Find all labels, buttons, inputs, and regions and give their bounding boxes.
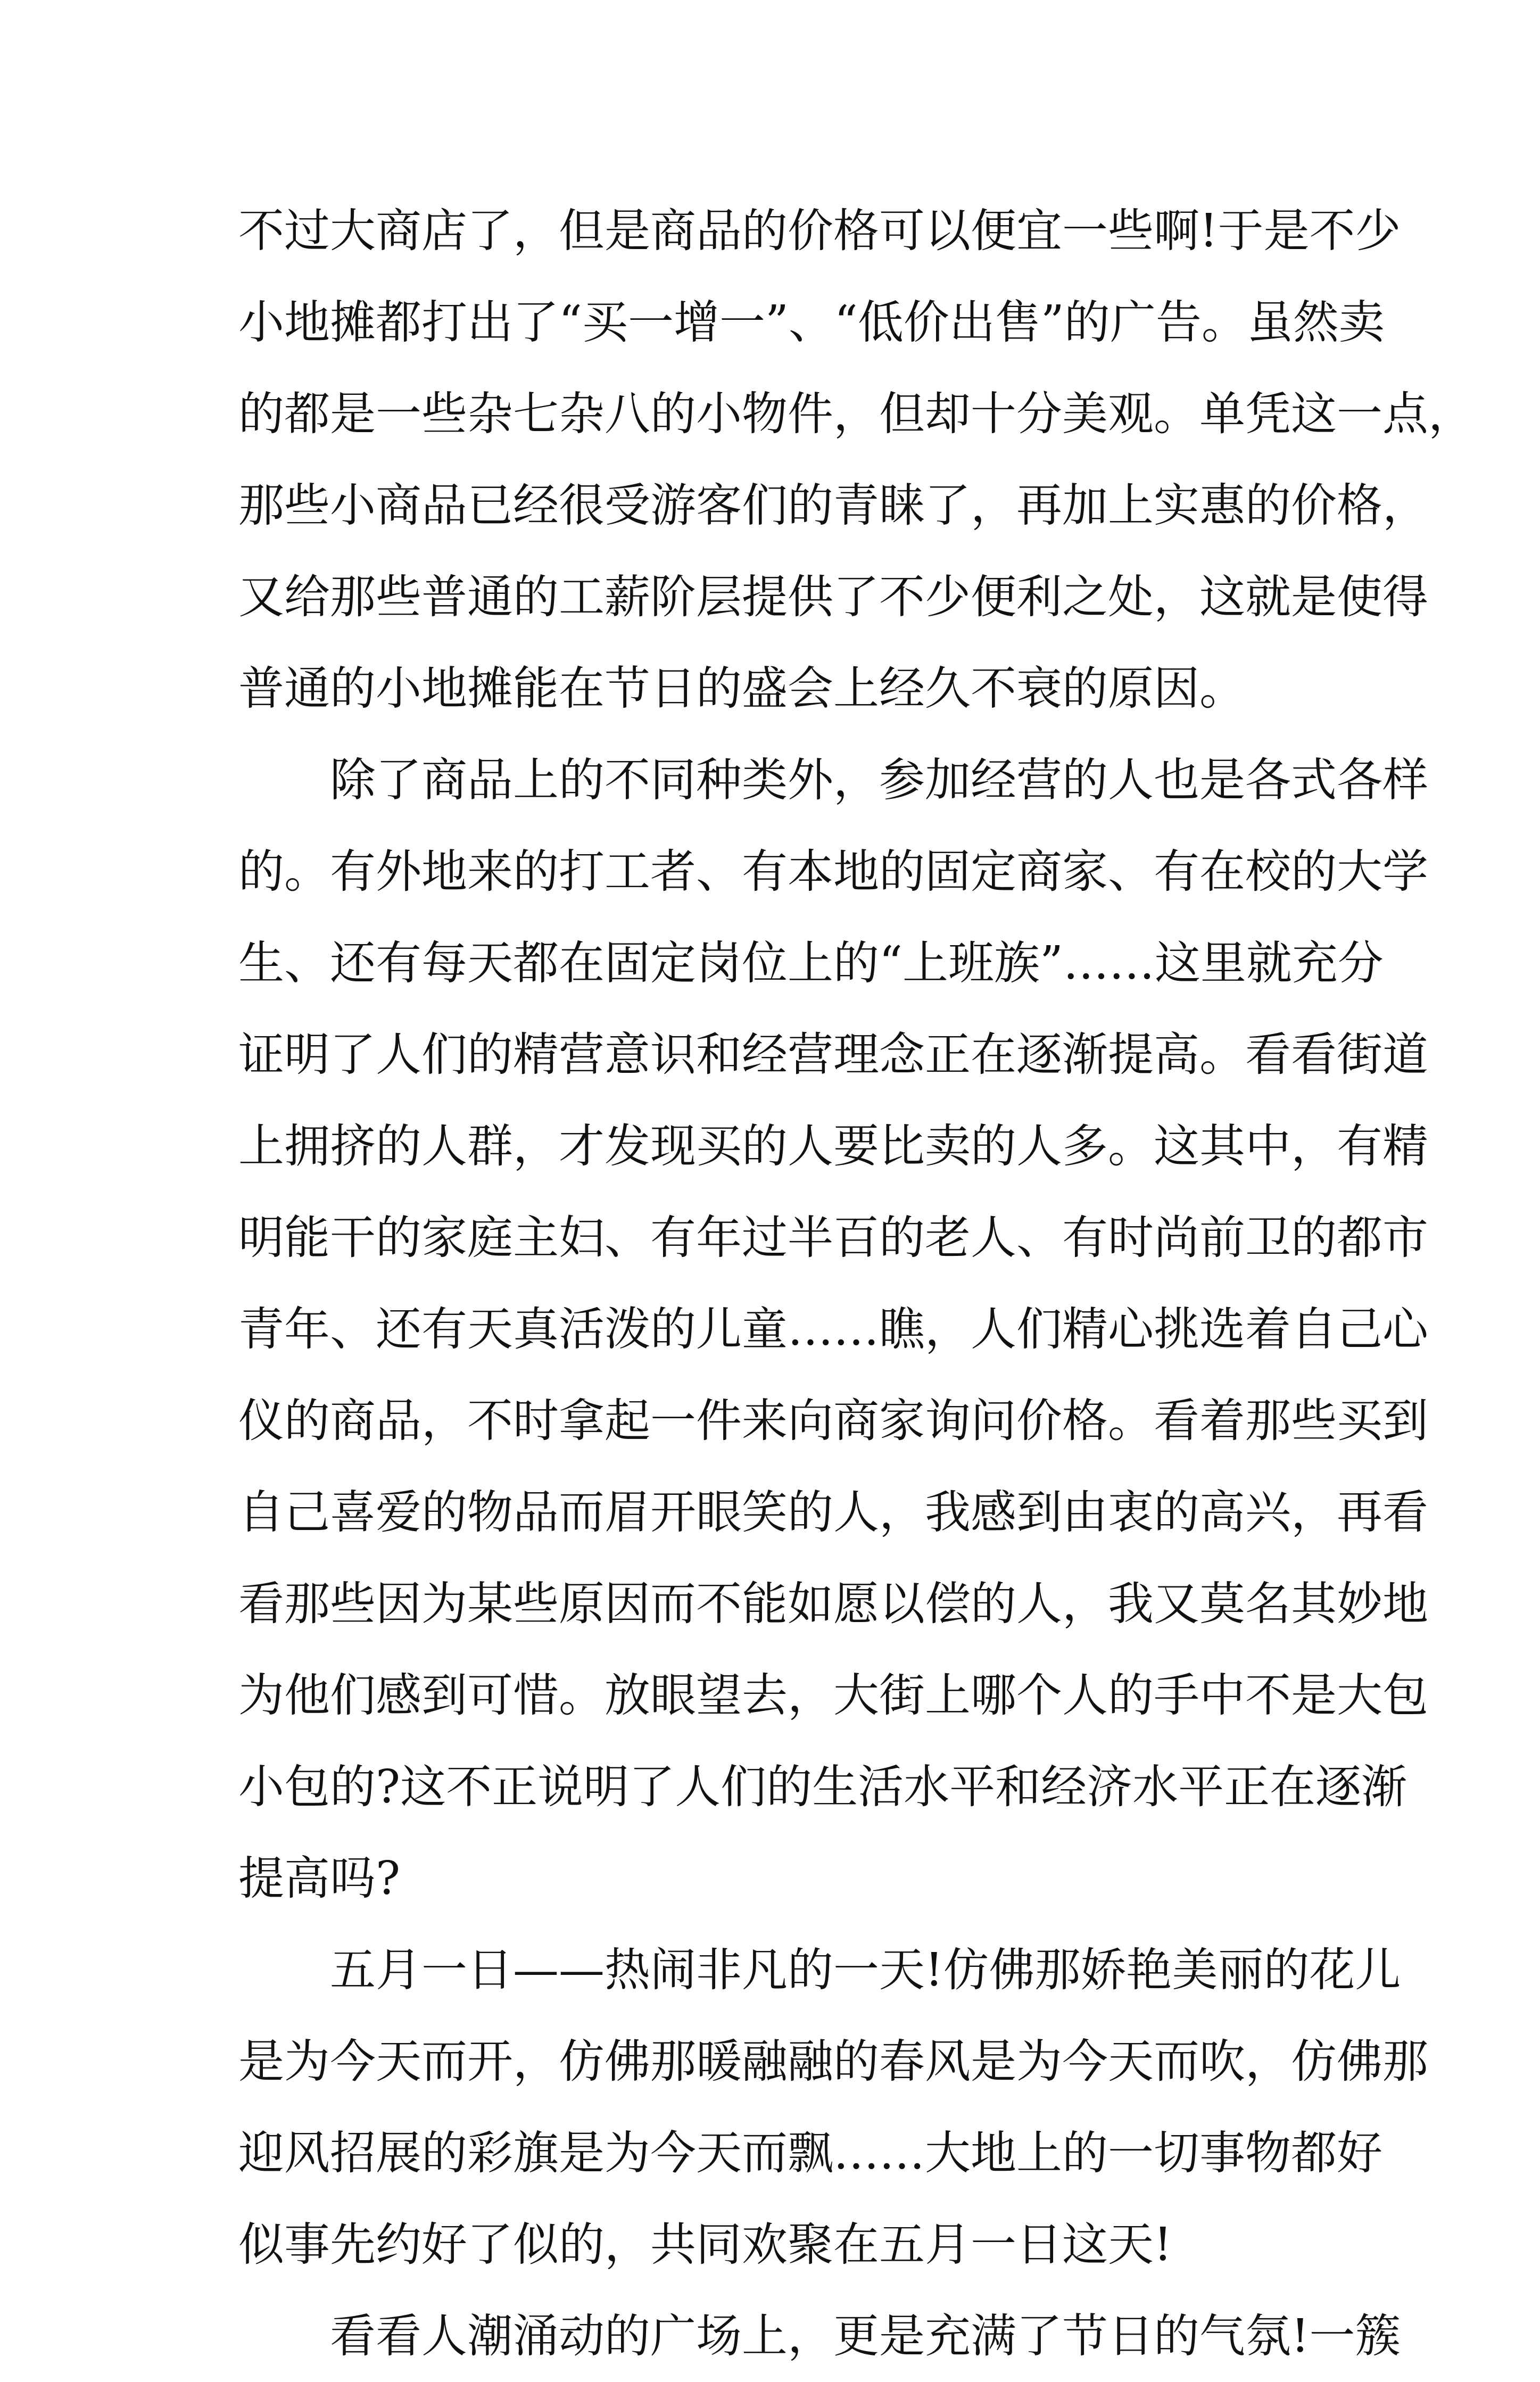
text-line: 的都是一些杂七杂八的小物件，但却十分美观。单凭这一点， <box>238 387 1474 441</box>
text-line: 五月一日——热闹非凡的一天!仿佛那娇艳美丽的花儿 <box>330 1943 1401 1997</box>
text-line: 的。有外地来的打工者、有本地的固定商家、有在校的大学 <box>238 845 1428 898</box>
text-line: 证明了人们的精营意识和经营理念正在逐渐提高。看看街道 <box>238 1028 1428 1081</box>
body-text <box>238 185 1474 2382</box>
text-line: 看看人潮涌动的广场上，更是充满了节日的气氛!一簇 <box>330 2310 1401 2363</box>
text-line: 迎风招展的彩旗是为今天而飘……大地上的一切事物都好 <box>238 2127 1382 2180</box>
text-line: 是为今天而开，仿佛那暖融融的春风是为今天而吹，仿佛那 <box>238 2035 1428 2088</box>
text-line: 明能干的家庭主妇、有年过半百的老人、有时尚前卫的都市 <box>238 1211 1428 1264</box>
text-line: 似事先约好了似的，共同欢聚在五月一日这天! <box>238 2218 1172 2271</box>
text-line: 自己喜爱的物品而眉开眼笑的人，我感到由衷的高兴，再看 <box>238 1486 1428 1539</box>
text-line: 不过大商店了，但是商品的价格可以便宜一些啊!于是不少 <box>238 204 1401 258</box>
text-line: 仪的商品，不时拿起一件来向商家询问价格。看着那些买到 <box>238 1394 1428 1448</box>
text-line: 小包的?这不正说明了人们的生活水平和经济水平正在逐渐 <box>238 1760 1407 1814</box>
text-line: 那些小商品已经很受游客们的青睐了，再加上实惠的价格， <box>238 479 1428 532</box>
text-line: 普通的小地摊能在节日的盛会上经久不衰的原因。 <box>238 662 1245 715</box>
text-line: 上拥挤的人群，才发现买的人要比卖的人多。这其中，有精 <box>238 1120 1428 1173</box>
text-line: 提高吗? <box>238 1852 401 1905</box>
text-line: 看那些因为某些原因而不能如愿以偿的人，我又莫名其妙地 <box>238 1577 1428 1631</box>
text-line: 生、还有每天都在固定岗位上的“上班族”……这里就充分 <box>238 937 1384 990</box>
text-line: 为他们感到可惜。放眼望去，大街上哪个人的手中不是大包 <box>238 1669 1428 1722</box>
text-line: 青年、还有天真活泼的儿童……瞧，人们精心挑选着自己心 <box>238 1303 1428 1356</box>
text-line: 小地摊都打出了“买一增一”、“低价出售”的广告。虽然卖 <box>238 296 1385 349</box>
text-line: 除了商品上的不同种类外，参加经营的人也是各式各样 <box>330 754 1428 807</box>
text-line: 又给那些普通的工薪阶层提供了不少便利之处，这就是使得 <box>238 570 1428 624</box>
